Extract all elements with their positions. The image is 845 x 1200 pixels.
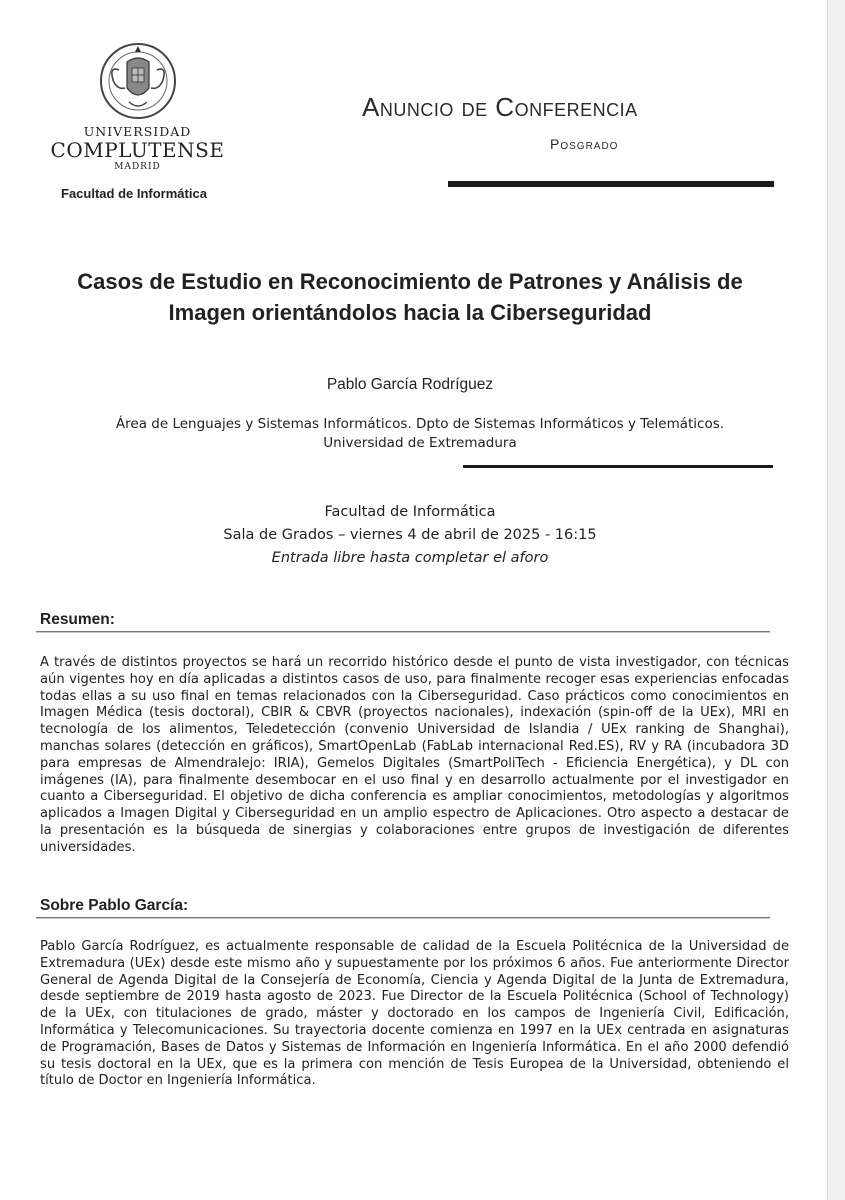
affiliation-divider xyxy=(463,465,773,468)
speaker-affiliation xyxy=(70,415,770,453)
venue-entry: Entrada libre hasta completar el aforo xyxy=(271,550,549,566)
bio-text: Pablo García Rodríguez, es actualmente responsable de calidad de la Escuela Politécnica de la Universidad de Extremadura (UEx) desde este mismo año y supuestamente por los próximos 6 años. Fue anteriormente Director General de Agenda Digital de la Consejería de Economía, Ciencia y Agenda Digital de la Junta de Extremadura, desde septiembre de 2019 hasta agosto de 2023. Fue Director de la Escuela Politécnica (School of Technology) de la UEx, con titulaciones de grado, máster y doctorado en los campos de Ingeniería Civil, Edificación, Informática y Telecomunicaciones. Su trayectoria docente comienza en 1997 en la UEx centrada en asignaturas de Programación, Bases de Datos y Sistemas de Información en Ingeniería Informática. En el año 2000 defendió su tesis doctoral en la UEx, que es la primera con mención de Tesis Europea de la Universidad, obteniendo el título de Doctor en Ingeniería Informática. xyxy=(40,939,789,1089)
university-line-1: UNIVERSIDAD xyxy=(83,124,192,139)
university-name xyxy=(50,125,225,173)
university-crest-logo xyxy=(99,40,177,122)
bio-rule xyxy=(36,917,770,919)
faculty-name: Facultad de Informática xyxy=(61,186,207,201)
summary-rule xyxy=(36,631,770,633)
bio-heading: Sobre Pablo García: xyxy=(40,897,189,914)
announcement-title: Anuncio de Conferencia xyxy=(362,92,638,122)
affiliation-line-2: Universidad de Extremadura xyxy=(323,435,517,451)
announcement-subtitle: Posgrado xyxy=(550,136,619,152)
venue-faculty: Facultad de Informática xyxy=(324,504,496,520)
summary-heading: Resumen: xyxy=(40,611,115,628)
venue-room-date: Sala de Grados – viernes 4 de abril de 2025 - 16:15 xyxy=(223,527,597,543)
affiliation-line-1: Área de Lenguajes y Sistemas Informáticos. Dpto de Sistemas Informáticos y Telemáticos. xyxy=(115,416,725,432)
talk-title: Casos de Estudio en Reconocimiento de Patrones y Análisis de Imagen orientándolos hacia la Ciberseguridad xyxy=(77,269,743,325)
speaker-name: Pablo García Rodríguez xyxy=(326,376,494,393)
header-divider xyxy=(448,181,774,187)
university-line-3: MADRID xyxy=(114,162,161,172)
summary-text: A través de distintos proyectos se hará un recorrido histórico desde el punto de vista investigador, con técnicas aún vigentes hoy en día aplicadas a distintos casos de uso, para finalmente recoger esas experiencias enfocadas todas ellas a su uso final en temas relacionados con la Ciberseguridad. Caso prácticos como conocimientos en Imagen Médica (tesis doctoral), CBIR & CBVR (proyectos nacionales), indexación (spin-off de la UEx), MRI en tecnología de los alimentos, Teledetección (convenio Universidad de Islandia / UEx ranking de Shanghai), manchas solares (detección en gráficos), SmartOpenLab (FabLab internacional Red.ES), RV y RA (incubadora 3D para empresas de Almendralejo: IRIA), Gemelos Digitales (SmartPoliTech - Eficiencia Energética), y DL con imágenes (IA), para finalmente desembocar en el uso final y en desarrollo actualmente por el investigador en cuanto a Ciberseguridad. El objetivo de dicha conferencia es ampliar conocimientos, metodologías y algoritmos aplicados a Imagen Digital y Ciberseguridad en un amplio espectro de Aplicaciones. Otro aspecto a destacar de la presentación es la búsqueda de sinergias y colaboraciones entre grupos de investigación de diferentes universidades. xyxy=(40,655,789,855)
venue-info xyxy=(60,501,760,570)
university-line-2: COMPLUTENSE xyxy=(50,138,225,162)
